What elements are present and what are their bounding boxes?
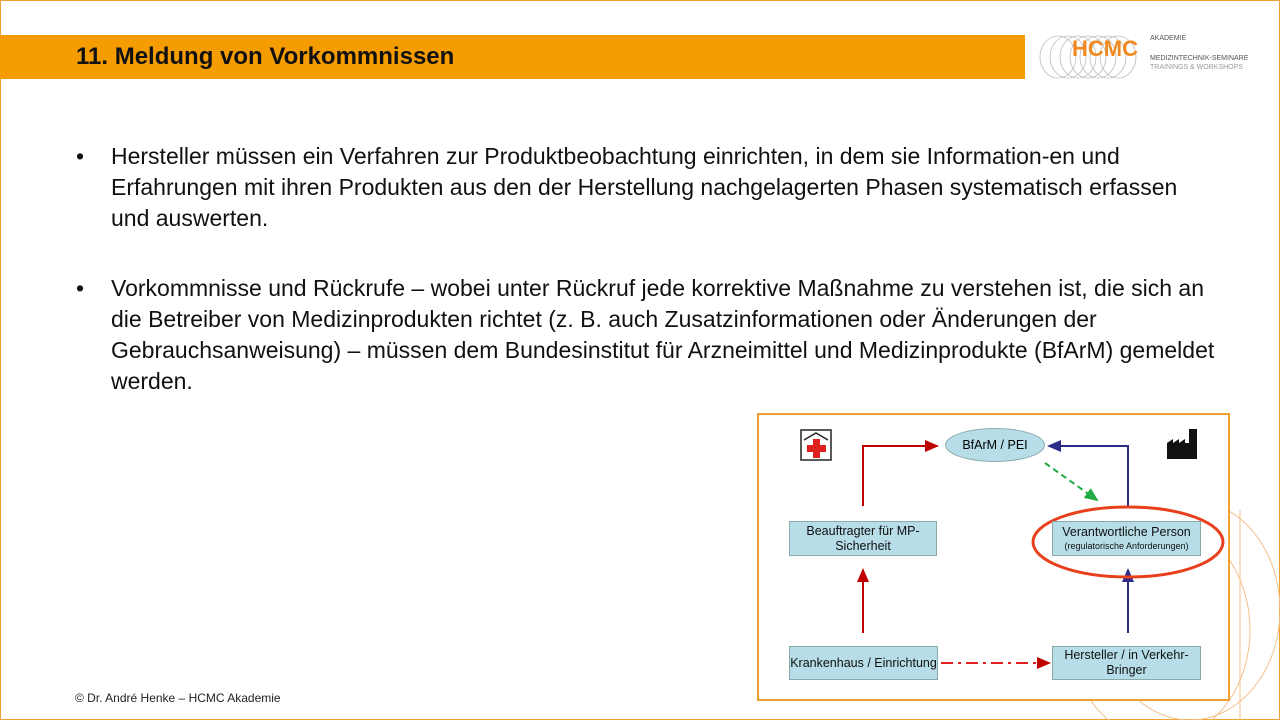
factory-icon	[1167, 429, 1197, 459]
responsible-person-label: Verantwortliche Person	[1062, 525, 1191, 539]
logo-line3: TRAININGS & WORKSHOPS	[1150, 64, 1243, 71]
arrow-authority-to-person	[1045, 463, 1097, 500]
arrow-safety-to-authority	[863, 446, 937, 506]
manufacturer-label: Hersteller / in Verkehr-Bringer	[1064, 648, 1189, 677]
manufacturer-node	[1052, 646, 1201, 680]
logo-line1: AKADEMIE	[1150, 35, 1187, 42]
responsible-person-sub: (regulatorische Anforderungen)	[1064, 541, 1189, 551]
logo-line2: MEDIZINTECHNIK-SEMINARE	[1150, 55, 1249, 62]
hospital-label: Krankenhaus / Einrichtung	[790, 655, 937, 670]
bullet-symbol: •	[76, 275, 85, 301]
bullet-text: Vorkommnisse und Rückrufe – wobei unter Rückruf jede korrektive Maßnahme zu verstehen ist, die sich an die Betreiber von Medizinprodukten richtet (z. B. auch Zusatzinformationen oder Änderungen der Gebrauchsanweisung) – müssen dem Bundesinstitut für Arzneimittel und Medizinprodukte (BfArM) gemeldet werden.	[111, 275, 1215, 394]
hospital-node	[789, 646, 938, 680]
title-bar	[0, 35, 1025, 79]
reporting-diagram	[757, 413, 1230, 701]
authority-node: BfArM / PEI	[945, 428, 1045, 462]
footer-copyright: © Dr. André Henke – HCMC Akademie	[75, 691, 281, 705]
safety-officer-node	[789, 521, 937, 556]
arrow-person-to-authority	[1049, 446, 1128, 506]
hcmc-logo	[1038, 33, 1274, 81]
bullet-symbol: •	[76, 143, 85, 169]
slide-title: 11. Meldung von Vorkommnissen	[76, 43, 455, 70]
bullet-text: Hersteller müssen ein Verfahren zur Produktbeobachtung einrichten, in dem sie Information-en und Erfahrungen mit ihren Produkten aus den der Herstellung nachgelagerten Phasen systematisch erfassen und auswerten.	[111, 143, 1178, 231]
logo-brand: HCMC	[1072, 36, 1138, 61]
hospital-icon	[801, 430, 831, 460]
responsible-person-node	[1052, 521, 1201, 556]
safety-officer-label: Beauftragter für MP-Sicherheit	[806, 523, 920, 553]
